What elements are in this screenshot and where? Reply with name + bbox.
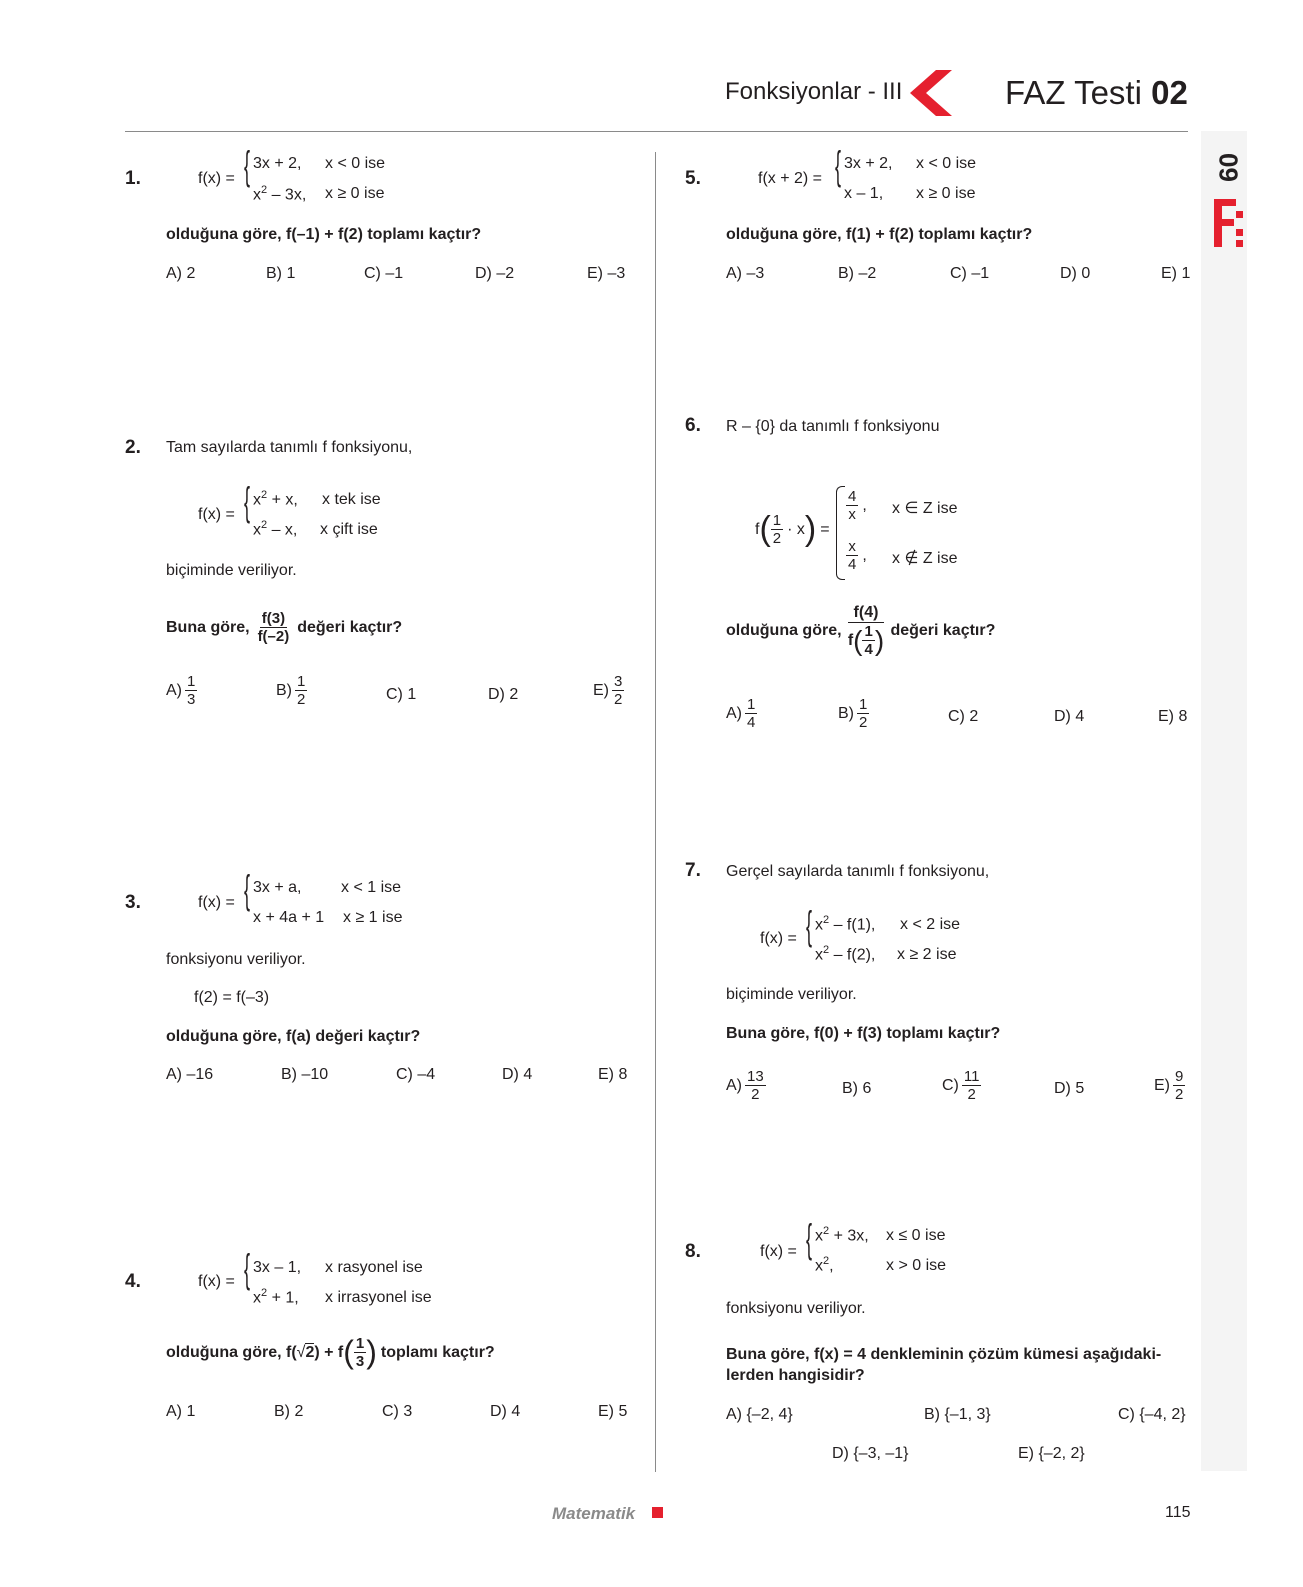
question-prompt: olduğuna göre, f(–1) + f(2) toplamı kaçtır? [166,226,482,243]
case-expr: $x^2 - f(2)$, [815,944,876,964]
case-cond: x ∉ Z ise [892,550,958,567]
option-b[interactable]: B) 6 [842,1080,872,1097]
test-prefix: FAZ Testi [1005,74,1142,111]
case-cond: x ≥ 0 ise [325,185,385,202]
case-cond: x ≤ 0 ise [886,1227,946,1244]
brace: { [244,1247,251,1291]
option-e[interactable]: E) 8 [1158,708,1188,725]
option-a[interactable]: A) $\frac{13}{2}$ [726,1068,764,1104]
option-c[interactable]: C) 3 [382,1403,413,1420]
function-label: f(x) = [760,930,797,947]
question-number: 2. [125,437,141,458]
option-d[interactable]: D) –2 [475,265,515,282]
option-a[interactable]: A) $\frac{1}{4}$ [726,696,756,732]
option-a[interactable]: A) 1 [166,1403,196,1420]
brace: { [244,868,251,912]
test-title [1005,74,1188,112]
case-cond: x rasyonel ise [325,1259,423,1276]
option-c[interactable]: C) {–4, 2} [1118,1406,1186,1423]
case-cond: x ≥ 0 ise [916,185,976,202]
case-cond: x irrasyonel ise [325,1289,432,1306]
case-expr: $x^2 - 3x$, [253,184,307,204]
test-number: 02 [1151,74,1188,111]
question-number: 4. [125,1271,141,1292]
column-divider [655,152,656,1472]
option-d[interactable]: D) 4 [1054,708,1085,725]
case-cond: x < 0 ise [325,155,386,172]
function-label: f(x + 2) = [758,170,823,187]
function-label: f(x) = [198,506,235,523]
question-condition: f(2) = f(–3) [194,989,270,1006]
option-c[interactable]: C) $\frac{11}{2}$ [942,1068,980,1104]
option-d[interactable]: D) 4 [502,1066,533,1083]
option-a[interactable]: A) $\frac{1}{3}$ [166,673,196,709]
question-number: 7. [685,860,701,881]
option-e[interactable]: E) 1 [1161,265,1191,282]
case-cond: x > 0 ise [886,1257,947,1274]
question-prompt: Buna göre, f(x) = 4 denkleminin çözüm kümesi aşağıdaki- [726,1346,1162,1363]
option-d[interactable]: D) 2 [488,686,519,703]
case-expr: $x^2 + x$, [253,489,298,509]
brace: { [806,1217,813,1261]
option-e[interactable]: E) {–2, 2} [1018,1445,1085,1462]
case-expr: $x^2$ – x, [253,519,298,539]
option-a[interactable]: A) 2 [166,265,196,282]
question-intro: Gerçel sayılarda tanımlı f fonksiyonu, [726,863,990,880]
option-c[interactable]: C) –1 [950,265,990,282]
case-expr: $x^2 - f(1)$, [815,914,876,934]
option-e[interactable]: E) 5 [598,1403,628,1420]
case-cond: x ≥ 2 ise [897,946,957,963]
question-number: 5. [685,168,701,189]
case-expr: $x^2$, [815,1255,834,1275]
question-given: fonksiyonu veriliyor. [166,951,306,968]
question-prompt: olduğuna göre, f(4) f ( $\frac{1}{4}$ ) değeri kaçtır? [726,604,996,659]
case-expr: 3x + 2, [253,155,302,172]
page-number: 115 [1165,1504,1191,1521]
function-label: f(x) = [760,1243,797,1260]
case-expr: 3x – 1, [253,1259,302,1276]
function-label: f(x) = [198,894,235,911]
side-tab-number: 09 [1213,153,1244,182]
option-b[interactable]: B) 2 [274,1403,304,1420]
footer-subject: Matematik [552,1504,636,1523]
option-e[interactable]: E) $\frac{9}{2}$ [1154,1068,1184,1104]
case-expr: 3x + 2, [844,155,893,172]
case-cond: x < 0 ise [916,155,977,172]
question-given: biçiminde veriliyor. [726,986,857,1003]
option-b[interactable]: B) $\frac{1}{2}$ [838,696,868,732]
sqrt-symbol: √ [296,1343,306,1361]
question-number: 1. [125,168,141,189]
question-intro: Tam sayılarda tanımlı f fonksiyonu, [166,439,413,456]
case-expr: $x^2 + 1$, [253,1287,299,1307]
option-c[interactable]: C) –4 [396,1066,436,1083]
function-label: f(x) = [198,170,235,187]
question-prompt: olduğuna göre, f( √ 2 ) + f ( $\frac{1}{3}$ ) toplamı kaçtır? [166,1334,495,1370]
function-label: f(x) = [198,1273,235,1290]
question-intro: R – {0} da tanımlı f fonksiyonu [726,418,940,435]
question-prompt: olduğuna göre, f(1) + f(2) toplamı kaçtır? [726,226,1033,243]
option-e[interactable]: E) $\frac{3}{2}$ [593,673,623,709]
question-number: 6. [685,415,701,436]
case-cond: x < 2 ise [900,916,961,933]
question-prompt: olduğuna göre, f(a) değeri kaçtır? [166,1028,421,1045]
chapter-title: Fonksiyonlar - III [725,78,903,105]
question-number: 8. [685,1241,701,1262]
option-c[interactable]: C) 2 [948,708,979,725]
option-c[interactable]: C) 1 [386,686,417,703]
case-expr: x – 1, [844,185,884,202]
option-a[interactable]: A) –3 [726,265,765,282]
question-prompt: Buna göre, f(0) + f(3) toplamı kaçtır? [726,1025,1001,1042]
option-c[interactable]: C) –1 [364,265,404,282]
option-d[interactable]: D) 4 [490,1403,521,1420]
option-d[interactable]: D) 5 [1054,1080,1085,1097]
faz-logo-icon [1210,197,1246,249]
option-a[interactable]: A) {–2, 4} [726,1406,793,1423]
case-cond: x ≥ 1 ise [343,909,403,926]
option-d[interactable]: D) 0 [1060,265,1091,282]
option-a[interactable]: A) –16 [166,1066,214,1083]
header-rule [125,131,1188,132]
question-prompt: Buna göre, $\frac{f(3)}{f(-2)}$ değeri kaçtır? [166,610,403,646]
brace: { [806,904,813,948]
side-tab [1210,152,1246,254]
function-argument: f ( $\frac{1}{2}$ · x ) = [755,510,830,548]
option-d[interactable]: D) {–3, –1} [832,1445,909,1462]
option-b[interactable]: B) –10 [281,1066,329,1083]
option-b[interactable]: B) 1 [266,265,296,282]
option-e[interactable]: E) –3 [587,265,626,282]
case-expr: $x^2 + 3x$, [815,1225,869,1245]
question-prompt-cont: lerden hangisidir? [726,1367,865,1384]
option-b[interactable]: B) –2 [838,265,877,282]
brace: { [835,144,842,188]
option-b[interactable]: B) $\frac{1}{2}$ [276,673,306,709]
case-expr: x + 4a + 1 [253,909,325,926]
footer-square-icon [652,1507,663,1518]
question-number: 3. [125,892,141,913]
case-cond: x < 1 ise [341,879,402,896]
side-strip [1201,131,1247,1471]
case-expr: 3x + a, [253,879,302,896]
question-given: biçiminde veriliyor. [166,562,297,579]
case-cond: x tek ise [322,491,381,508]
case-fraction: $\frac{4}{x}$ , [848,488,867,524]
option-e[interactable]: E) 8 [598,1066,628,1083]
case-fraction: $\frac{x}{4}$ , [848,538,867,574]
case-cond: x ∈ Z ise [892,500,958,517]
brace: { [244,144,251,188]
case-cond: x çift ise [320,521,378,538]
brace [836,486,845,580]
question-given: fonksiyonu veriliyor. [726,1300,866,1317]
chevron-logo-icon [906,70,952,116]
brace: { [244,480,251,524]
option-b[interactable]: B) {–1, 3} [924,1406,991,1423]
